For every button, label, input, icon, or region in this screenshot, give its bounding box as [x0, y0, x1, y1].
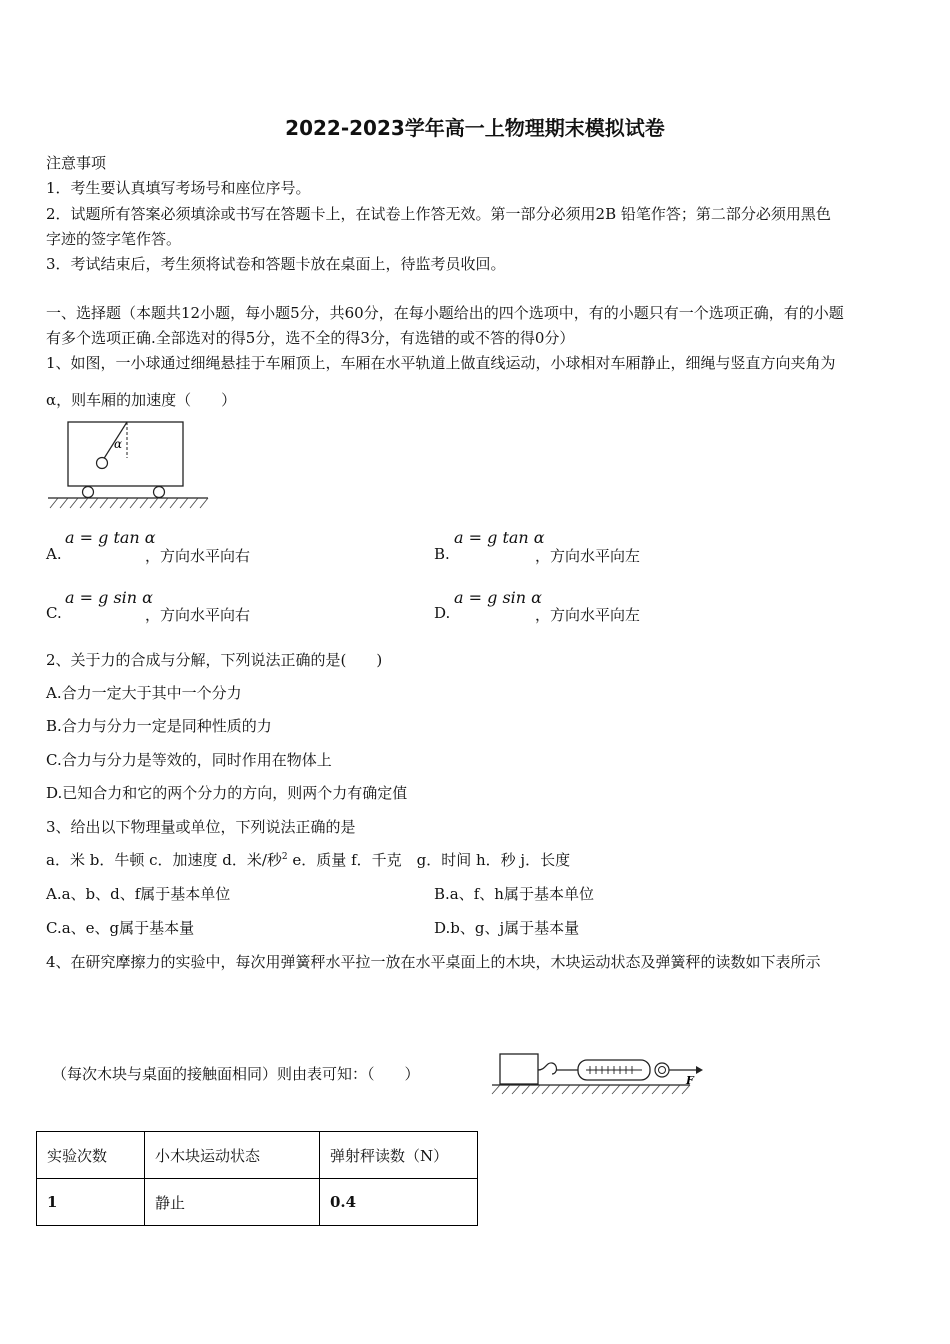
table-row [37, 1179, 478, 1226]
q3-items [46, 849, 570, 870]
wheel-left [83, 487, 94, 498]
ball [97, 458, 108, 469]
q2-option-d: D.已知合力和它的两个分力的方向，则两个力有确定值 [46, 784, 408, 802]
q1-option-a-letter: A. [46, 545, 62, 563]
q3-items-sup: 2 [281, 852, 288, 862]
q2-option-b: B.合力与分力一定是同种性质的力 [46, 717, 272, 735]
q2-option-c: C.合力与分力是等效的，同时作用在物体上 [46, 751, 332, 769]
notice-item-2-line-2: 字迹的签字笔作答。 [46, 230, 182, 248]
q3-option-b: B.a、f、h属于基本单位 [434, 885, 594, 903]
pull-ring-inner [659, 1067, 666, 1074]
q1-option-d-letter: D. [434, 604, 451, 622]
q1-option-c-letter: C. [46, 604, 62, 622]
table-cell: 静止 [145, 1179, 320, 1226]
q1-option-b-formula: a = g tan α [454, 528, 545, 547]
q1-option-b-letter: B. [434, 545, 450, 563]
page-title: 2022-2023学年高一上物理期末模拟试卷 [285, 116, 665, 140]
q3-items-before: a．米 b．牛顿 c．加速度 d．米/秒 [46, 851, 282, 869]
q1-option-a-text: ，方向水平向右 [145, 547, 251, 565]
q1-option-d-formula: a = g sin α [454, 588, 542, 607]
angle-label: α [114, 437, 123, 451]
table-cell: 0.4 [320, 1179, 478, 1226]
q3-option-d: D.b、g、j属于基本量 [434, 919, 580, 937]
force-arrow-head [696, 1066, 703, 1074]
table-cell: 1 [37, 1179, 145, 1226]
q2-stem: 2、关于力的合成与分解，下列说法正确的是( ) [46, 651, 383, 669]
pull-ring [655, 1063, 669, 1077]
wooden-block [500, 1054, 538, 1084]
table-header-cell: 弹射秤读数（N） [320, 1132, 478, 1179]
q4-data-table [36, 1131, 478, 1226]
q1-carriage-figure [46, 418, 211, 510]
table-header-row [37, 1132, 478, 1179]
q3-stem: 3、给出以下物理量或单位，下列说法正确的是 [46, 818, 356, 836]
q1-stem-line-1: 1、如图，一小球通过细绳悬挂于车厢顶上，车厢在水平轨道上做直线运动，小球相对车厢静止，细绳与竖直方向夹角为 [46, 354, 836, 372]
table-header-cell: 小木块运动状态 [145, 1132, 320, 1179]
notice-item-2-line-1: 2．试题所有答案必须填涂或书写在答题卡上，在试卷上作答无效。第一部分必须用2B 铅笔作答；第二部分必须用黑色 [46, 205, 831, 223]
q1-option-a-formula: a = g tan α [65, 528, 156, 547]
hook [538, 1063, 557, 1074]
notice-item-3: 3．考试结束后，考生须将试卷和答题卡放在桌面上，待监考员收回。 [46, 255, 506, 273]
q3-option-a: A.a、b、d、f属于基本单位 [46, 885, 231, 903]
q1-option-c-formula: a = g sin α [65, 588, 153, 607]
q2-option-a: A.合力一定大于其中一个分力 [46, 684, 242, 702]
force-label: F [686, 1074, 694, 1087]
section-1-line-2: 有多个选项正确.全部选对的得5分，选不全的得3分，有选错的或不答的得0分） [46, 329, 575, 347]
q3-items-after: e．质量 f．千克 g．时间 h．秒 j．长度 [287, 851, 571, 869]
q1-option-d-text: ，方向水平向左 [535, 606, 641, 624]
q1-option-b-text: ，方向水平向左 [535, 547, 641, 565]
carriage-body [68, 422, 183, 486]
wheel-right [154, 487, 165, 498]
section-1-line-1: 一、选择题（本题共12小题，每小题5分，共60分，在每小题给出的四个选项中，有的小题只有一个选项正确，有的小题 [46, 304, 844, 322]
notice-heading: 注意事项 [46, 154, 107, 172]
notice-item-1: 1．考生要认真填写考场号和座位序号。 [46, 179, 311, 197]
q3-option-c: C.a、e、g属于基本量 [46, 919, 195, 937]
q4-stem: 4、在研究摩擦力的实验中，每次用弹簧秤水平拉一放在水平桌面上的木块，木块运动状态及弹簧秤的读数如下表所示 [46, 953, 821, 971]
q4-stem-continued: （每次木块与桌面的接触面相同）则由表可知：（ ） [52, 1065, 420, 1083]
surface-hatching [492, 1085, 690, 1094]
table-header-cell: 实验次数 [37, 1132, 145, 1179]
ground-hatching [50, 498, 208, 508]
q4-spring-scale-figure [490, 1050, 705, 1096]
q1-stem-line-2: α，则车厢的加速度（ ） [46, 391, 237, 409]
q1-option-c-text: ，方向水平向右 [145, 606, 251, 624]
